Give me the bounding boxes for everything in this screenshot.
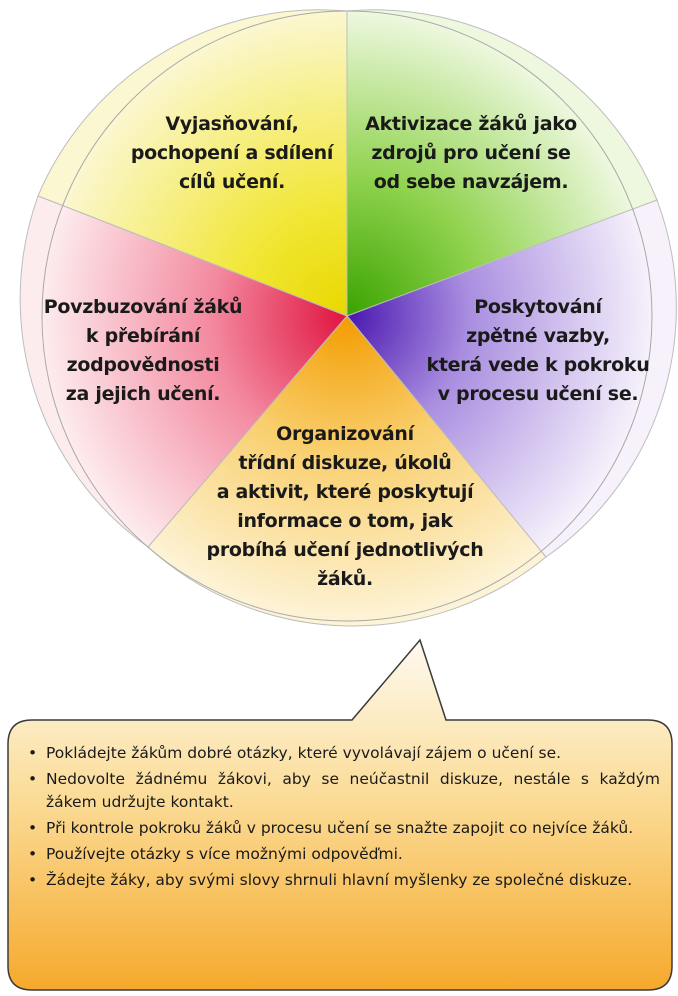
segment-label-line: od sebe navzájem. [373, 171, 569, 193]
segment-label-line: zpětné vazby, [466, 325, 610, 347]
segment-label-line: pochopení a sdílení [130, 142, 334, 164]
segment-label-line: která vede k pokroku [426, 354, 650, 376]
segment-label-line: žáků. [317, 568, 373, 590]
segment-label-line: Povzbuzování žáků [43, 296, 243, 318]
segment-label-line: v procesu učení se. [437, 383, 639, 405]
segment-label-discussion [190, 420, 500, 594]
callout-item: • Žádejte žáky, aby svými slovy shrnuli hlavní myšlenky ze společné diskuze. [28, 869, 660, 892]
segment-label-line: Vyjasňování, [165, 113, 299, 135]
segment-label-line: Organizování [276, 423, 414, 445]
segment-label-line: informace o tom, jak [237, 510, 453, 532]
segment-label-activate [356, 110, 586, 197]
callout-item: • Pokládejte žákům dobré otázky, které vyvolávají zájem o učení se. [28, 742, 660, 765]
segment-label-feedback [418, 293, 658, 409]
segment-label-line: Poskytování [474, 296, 602, 318]
segment-label-line: Aktivizace žáků jako [365, 113, 577, 135]
segment-label-line: třídní diskuze, úkolů [238, 452, 452, 474]
segment-label-line: za jejich učení. [65, 383, 221, 405]
callout-item: • Při kontrole pokroku žáků v procesu učení se snažte zapojit co nejvíce žáků. [28, 817, 660, 840]
segment-label-clarify [122, 110, 342, 197]
segment-label-line: cílů učení. [178, 171, 286, 193]
callout-item: • Používejte otázky s více možnými odpověďmi. [28, 843, 660, 866]
segment-label-responsibility [28, 293, 258, 409]
callout-list [28, 742, 660, 895]
segment-label-line: zdrojů pro učení se [371, 142, 571, 164]
segment-label-line: zodpovědnosti [66, 354, 220, 376]
segment-label-line: a aktivit, které poskytují [216, 481, 474, 503]
segment-label-line: k přebírání [85, 325, 201, 347]
callout-item: • Nedovolte žádnému žákovi, aby se neúčastnil diskuze, nestále s každým žákem udržujte kontakt. [28, 768, 660, 814]
segment-label-line: probíhá učení jednotlivých [206, 539, 484, 561]
